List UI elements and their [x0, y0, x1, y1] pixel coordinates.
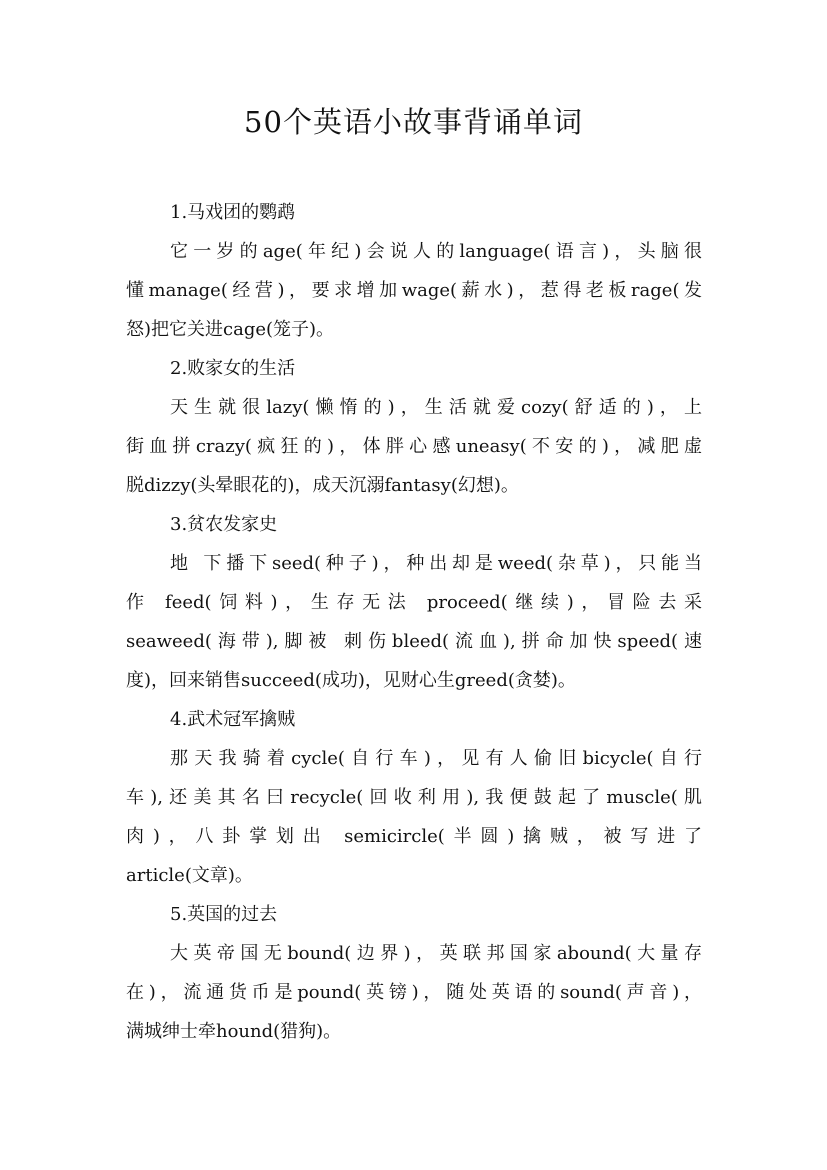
document-body — [126, 193, 702, 1051]
section-heading: 1.马戏团的鹦鹉 — [170, 202, 296, 223]
paragraph-line: 大英帝国无bound(边界)，英联邦国家abound(大量存 — [170, 943, 702, 964]
section-paragraph — [126, 544, 702, 700]
paragraph-line: 地 下播下seed(种子)，种出却是weed(杂草)，只能当 — [170, 553, 702, 574]
paragraph-line: 怒)把它关进cage(笼子)。 — [126, 319, 335, 340]
section-paragraph — [126, 934, 702, 1051]
paragraph-line: 天生就很lazy(懒惰的)，生活就爱cozy(舒适的)，上 — [170, 397, 702, 418]
paragraph-line: 车),还美其名曰recycle(回收利用),我便鼓起了muscle(肌 — [126, 787, 702, 808]
paragraph-line: 在)，流通货币是pound(英镑)，随处英语的sound(声音)， — [126, 982, 702, 1003]
paragraph-line: 它一岁的age(年纪)会说人的language(语言)，头脑很 — [170, 241, 702, 262]
section-1 — [126, 193, 702, 349]
paragraph-line: seaweed(海带),脚被 刺伤bleed(流血),拼命加快speed(速 — [126, 631, 702, 652]
section-heading: 4.武术冠军擒贼 — [170, 709, 296, 730]
page-title: 50个英语小故事背诵单词 — [244, 105, 583, 139]
section-paragraph — [126, 232, 702, 349]
paragraph-line: 肉)，八卦掌划出 semicircle(半圆)擒贼，被写进了 — [126, 826, 702, 847]
section-heading: 3.贫农发家史 — [170, 514, 278, 535]
paragraph-line: 度)，回来销售succeed(成功)，见财心生greed(贪婪)。 — [126, 670, 576, 691]
paragraph-line: article(文章)。 — [126, 865, 253, 886]
section-3 — [126, 505, 702, 700]
paragraph-line: 脱dizzy(头晕眼花的)，成天沉溺fantasy(幻想)。 — [126, 475, 519, 496]
paragraph-line: 满城绅士牵hound(猎狗)。 — [126, 1021, 342, 1042]
section-heading: 2.败家女的生活 — [170, 358, 296, 379]
paragraph-line: 作 feed(饲料)，生存无法 proceed(继续)，冒险去采 — [126, 592, 702, 613]
section-5 — [126, 895, 702, 1051]
section-2 — [126, 349, 702, 505]
section-paragraph — [126, 388, 702, 505]
section-heading: 5.英国的过去 — [170, 904, 278, 925]
paragraph-line: 街血拼crazy(疯狂的)，体胖心感uneasy(不安的)，减肥虚 — [126, 436, 702, 457]
paragraph-line: 那天我骑着cycle(自行车)，见有人偷旧bicycle(自行 — [170, 748, 702, 769]
section-paragraph — [126, 739, 702, 895]
section-4 — [126, 700, 702, 895]
paragraph-line: 懂manage(经营)，要求增加wage(薪水)，惹得老板rage(发 — [126, 280, 702, 301]
